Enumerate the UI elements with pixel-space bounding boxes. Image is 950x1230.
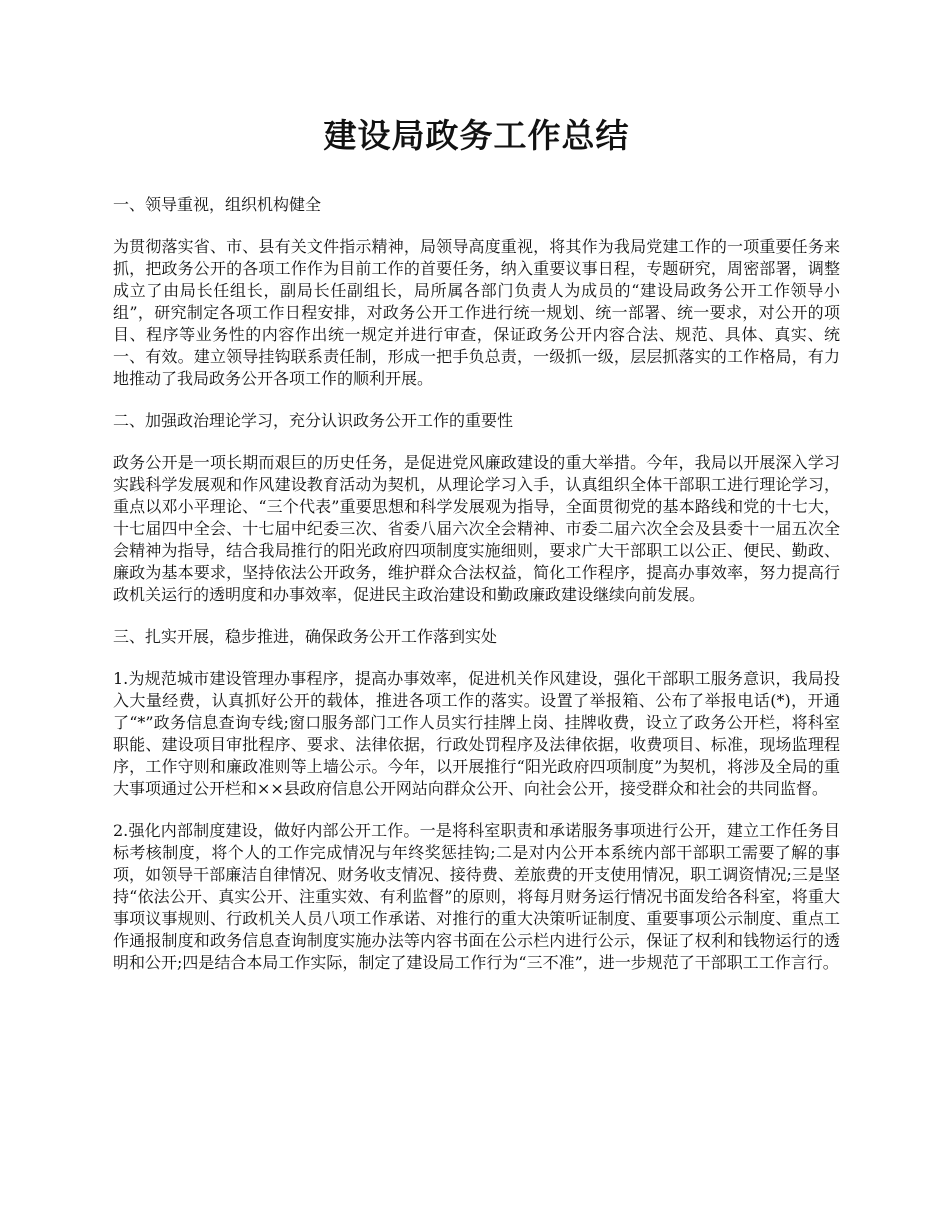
section-heading: 一、领导重视，组织机构健全: [113, 195, 322, 214]
section-paragraph: 2.强化内部制度建设，做好内部公开工作。一是将科室职责和承诺服务事项进行公开，建立工作任务目标考核制度，将个人的工作完成情况与年终奖惩挂钩;二是对内公开本系统内部干部职工需要了解的事项，如领导干部廉洁自律情况、财务收支情况、接待费、差旅费的开支使用情况，职工调资情况;三是坚持“依法公开、真实公开、注重实效、有利监督”的原则，将每月财务运行情况书面发给各科室，将重大事项议事规则、行政机关人员八项工作承诺、对推行的重大决策听证制度、重要事项公示制度、重点工作通报制度和政务信息查询制度实施办法等内容书面在公示栏内进行公示，保证了权利和钱物运行的透明和公开;四是结合本局工作实际，制定了建设局工作行为“三不准”，进一步规范了干部职工工作言行。: [113, 821, 840, 972]
document-title: 建设局政务工作总结: [323, 116, 630, 155]
section-1: [113, 194, 840, 390]
section-paragraph: 政务公开是一项长期而艰巨的历史任务，是促进党风廉政建设的重大举措。今年，我局以开展深入学习实践科学发展观和作风建设教育活动为契机，从理论学习入手，认真组织全体干部职工进行理论学习，重点以邓小平理论、“三个代表”重要思想和科学发展观为指导，全面贯彻党的基本路线和党的十七大，十七届四中全会、十七届中纪委三次、省委八届六次全会精神、市委二届六次全会及县委十一届五次全会精神为指导，结合我局推行的阳光政府四项制度实施细则，要求广大干部职工以公正、便民、勤政、廉政为基本要求，坚持依法公开政务，维护群众合法权益，简化工作程序，提高办事效率，努力提高行政机关运行的透明度和办事效率，促进民主政治建设和勤政廉政建设继续向前发展。: [113, 453, 840, 604]
section-heading: 二、加强政治理论学习，充分认识政务公开工作的重要性: [113, 411, 514, 430]
section-3: [113, 626, 840, 974]
section-paragraph: 1.为规范城市建设管理办事程序，提高办事效率，促进机关作风建设，强化干部职工服务意识，我局投入大量经费，认真抓好公开的载体，推进各项工作的落实。设置了举报箱、公布了举报电话(*)，开通了“*”政务信息查询专线;窗口服务部门工作人员实行挂牌上岗、挂牌收费，设立了政务公开栏，将科室职能、建设项目审批程序、要求、法律依据，行政处罚程序及法律依据，收费项目、标准，现场监理程序，工作守则和廉政准则等上墙公示。今年，以开展推行“阳光政府四项制度”为契机，将涉及全局的重大事项通过公开栏和××县政府信息公开网站向群众公开、向社会公开，接受群众和社会的共同监督。: [113, 669, 840, 798]
section-heading: 三、扎实开展，稳步推进，确保政务公开工作落到实处: [113, 627, 498, 646]
section-2: [113, 410, 840, 606]
document-page: [113, 108, 840, 994]
section-paragraph: 为贯彻落实省、市、县有关文件指示精神，局领导高度重视，将其作为我局党建工作的一项重要任务来抓，把政务公开的各项工作作为目前工作的首要任务，纳入重要议事日程，专题研究，周密部署，调整成立了由局长任组长，副局长任副组长，局所属各部门负责人为成员的“建设局政务公开工作领导小组”，研究制定各项工作日程安排，对政务公开工作进行统一规划、统一部署、统一要求，对公开的项目、程序等业务性的内容作出统一规定并进行审查，保证政务公开内容合法、规范、具体、真实、统一、有效。建立领导挂钩联系责任制，形成一把手负总责，一级抓一级，层层抓落实的工作格局，有力地推动了我局政务公开各项工作的顺利开展。: [113, 237, 840, 388]
